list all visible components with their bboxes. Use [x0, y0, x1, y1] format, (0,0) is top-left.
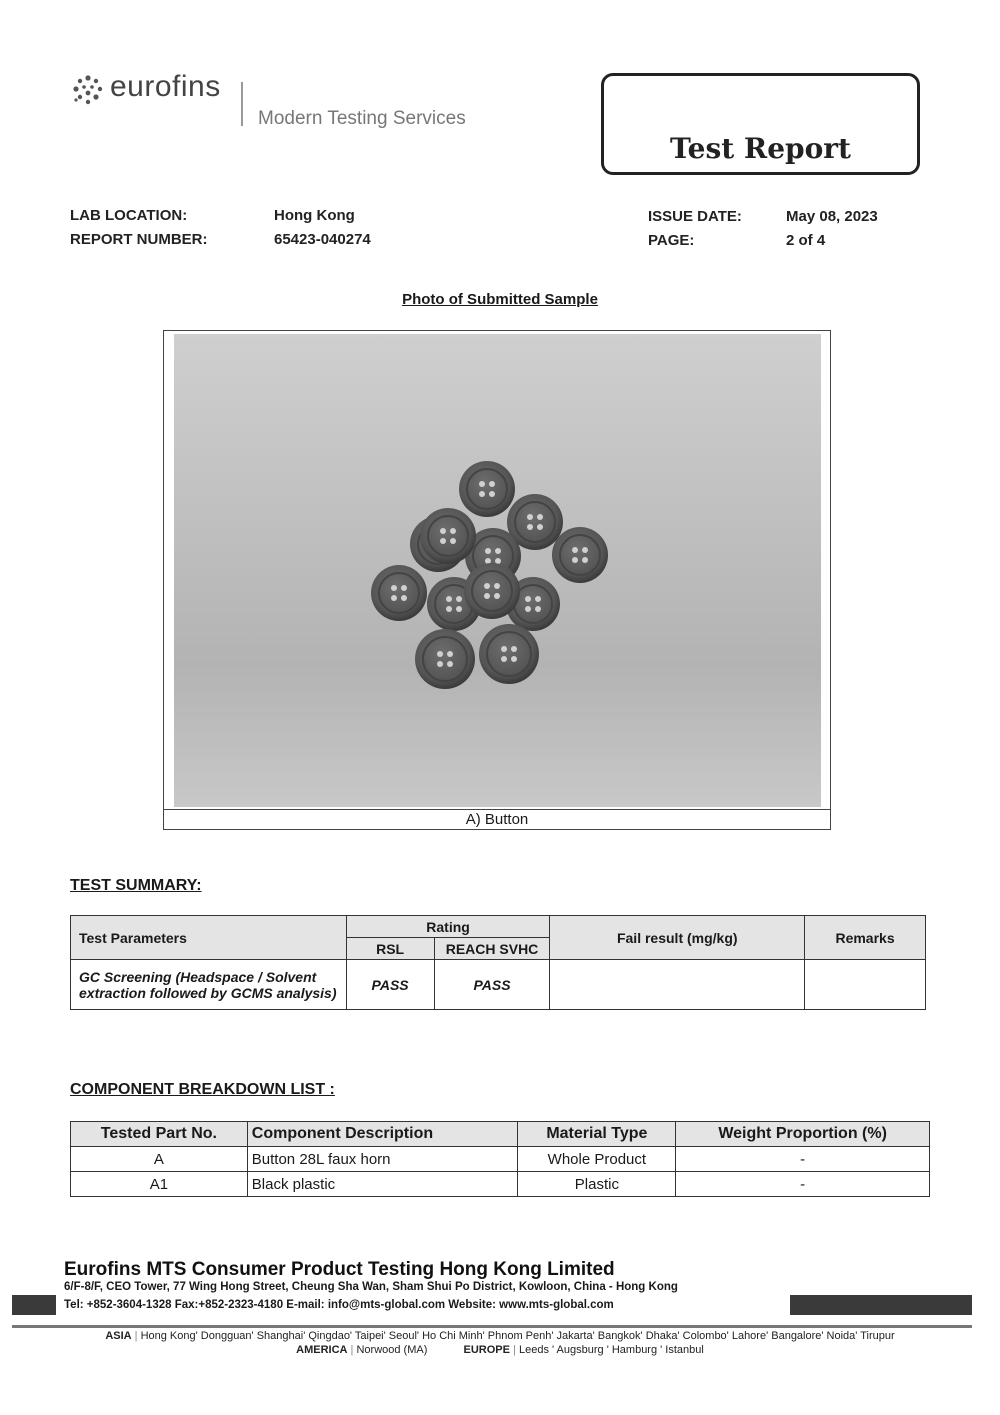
america-label: AMERICA	[296, 1344, 348, 1356]
weight-proportion: -	[676, 1172, 930, 1197]
photo-caption: A) Button	[164, 809, 830, 830]
report-number-value: 65423-040274	[274, 231, 371, 248]
sample-photo-frame	[163, 330, 831, 830]
col-weight-proportion: Weight Proportion (%)	[676, 1122, 930, 1147]
report-number-label: REPORT NUMBER:	[70, 231, 208, 248]
report-title-box	[601, 73, 920, 175]
asia-label: ASIA	[105, 1330, 132, 1342]
row-fail	[550, 960, 805, 1010]
footer-rule	[12, 1325, 972, 1328]
footer-bar-right	[790, 1295, 972, 1315]
part-no: A	[71, 1147, 248, 1172]
part-no: A1	[71, 1172, 248, 1197]
col-tested-part: Tested Part No.	[71, 1122, 248, 1147]
issue-date-label: ISSUE DATE:	[648, 208, 742, 225]
table-row	[71, 960, 926, 1010]
table-row	[71, 1147, 930, 1172]
issue-date-value: May 08, 2023	[786, 208, 878, 225]
col-reach-svhc: REACH SVHC	[434, 938, 550, 960]
component-breakdown-heading: COMPONENT BREAKDOWN LIST :	[70, 1081, 335, 1098]
eurofins-logo-icon	[72, 74, 104, 106]
buttons-photo-icon	[174, 334, 821, 807]
footer-address: 6/F-8/F, CEO Tower, 77 Wing Hong Street, Cheung Sha Wan, Sham Shui Po District, Kowloon, China - Hong Kong	[64, 1281, 678, 1293]
europe-label: EUROPE	[463, 1344, 510, 1356]
logo-divider	[241, 82, 243, 126]
europe-cities: Leeds ' Augsburg ' Hamburg ' Istanbul	[518, 1344, 704, 1356]
row-reach: PASS	[434, 960, 550, 1010]
col-component-description: Component Description	[247, 1122, 518, 1147]
footer-other-locations: AMERICA | Norwood (MA) EUROPE | Leeds ' Augsburg ' Hamburg ' Istanbul	[296, 1344, 704, 1356]
footer-contact: Tel: +852-3604-1328 Fax:+852-2323-4180 E-mail: info@mts-global.com Website: www.mts-global.com	[64, 1299, 614, 1311]
component-table	[70, 1121, 930, 1197]
weight-proportion: -	[676, 1147, 930, 1172]
col-material-type: Material Type	[518, 1122, 676, 1147]
asia-cities: Hong Kong' Dongguan' Shanghai' Qingdao' Taipei' Seoul' Ho Chi Minh' Phnom Penh' Jakarta' Bangkok' Dhaka' Colombo' Lahore' Bangalore' Noida' Tirupur	[140, 1330, 895, 1342]
col-test-parameters: Test Parameters	[71, 916, 347, 960]
table-row	[71, 1172, 930, 1197]
page-label: PAGE:	[648, 232, 695, 249]
test-summary-table	[70, 915, 926, 1010]
row-parameter: GC Screening (Headspace / Solvent extraction followed by GCMS analysis)	[71, 960, 347, 1010]
america-cities: Norwood (MA)	[356, 1344, 428, 1356]
material-type: Plastic	[518, 1172, 676, 1197]
row-remarks	[805, 960, 926, 1010]
footer-asia-locations: ASIA | Hong Kong' Dongguan' Shanghai' Qingdao' Taipei' Seoul' Ho Chi Minh' Phnom Penh' Jakarta' Bangkok' Dhaka' Colombo' Lahore' Bangalore' Noida' Tirupur	[105, 1330, 895, 1342]
material-type: Whole Product	[518, 1147, 676, 1172]
sample-photo	[174, 334, 821, 807]
row-rsl: PASS	[346, 960, 434, 1010]
page-value: 2 of 4	[786, 232, 826, 249]
test-summary-heading: TEST SUMMARY:	[70, 877, 202, 894]
photo-section-title: Photo of Submitted Sample	[402, 291, 598, 308]
component-description: Black plastic	[247, 1172, 518, 1197]
footer-bar-left	[12, 1295, 56, 1315]
col-fail-result: Fail result (mg/kg)	[550, 916, 805, 960]
col-remarks: Remarks	[805, 916, 926, 960]
col-rating: Rating	[346, 916, 550, 938]
brand-tagline: Modern Testing Services	[258, 108, 466, 129]
lab-location-label: LAB LOCATION:	[70, 207, 188, 224]
footer-company: Eurofins MTS Consumer Product Testing Hong Kong Limited	[64, 1259, 615, 1280]
component-description: Button 28L faux horn	[247, 1147, 518, 1172]
report-title: Test Report	[670, 132, 851, 165]
lab-location-value: Hong Kong	[274, 207, 355, 224]
col-rsl: RSL	[346, 938, 434, 960]
brand-name: eurofins	[110, 70, 221, 103]
